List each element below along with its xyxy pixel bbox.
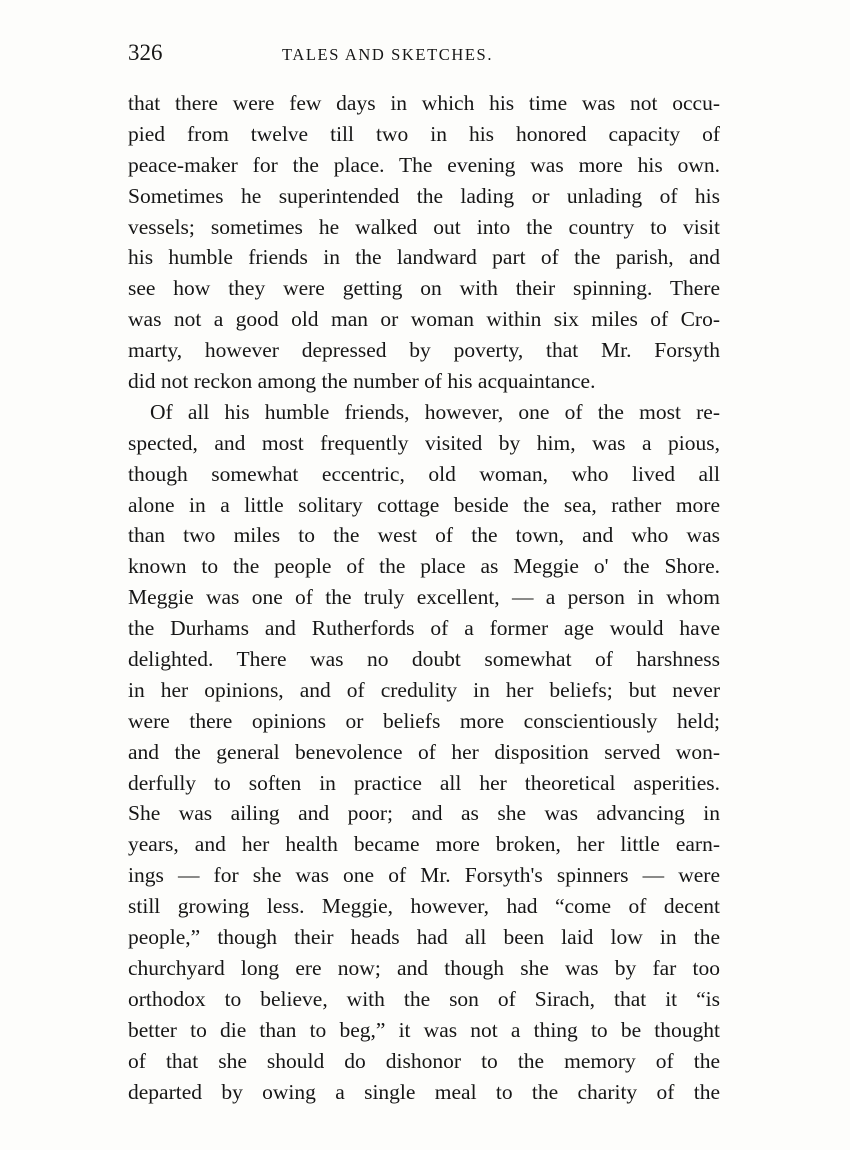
text-line: Sometimes he superintended the lading or unlading of his	[128, 183, 720, 208]
text-line: better to die than to beg,” it was not a thing to be thought	[128, 1017, 720, 1042]
text-line: Of all his humble friends, however, one of the most re-	[150, 399, 720, 424]
text-line: She was ailing and poor; and as she was advancing in	[128, 801, 720, 826]
text-line: years, and her health became more broken, her little earn-	[128, 832, 720, 857]
text-line: alone in a little solitary cottage beside the sea, rather more	[128, 492, 720, 517]
text-line: orthodox to believe, with the son of Sirach, that it “is	[128, 986, 720, 1011]
text-line: pied from twelve till two in his honored capacity of	[128, 121, 720, 146]
text-line: still growing less. Meggie, however, had “come of decent	[128, 894, 720, 919]
text-line: his humble friends in the landward part of the parish, and	[128, 245, 720, 270]
text-line: and the general benevolence of her disposition served won-	[128, 739, 720, 764]
text-line: of that she should do dishonor to the memory of the	[128, 1048, 720, 1073]
text-line: churchyard long ere now; and though she was by far too	[128, 955, 720, 980]
text-line: delighted. There was no doubt somewhat of harshness	[128, 647, 720, 672]
text-line: in her opinions, and of credulity in her beliefs; but never	[128, 677, 720, 702]
body-text	[128, 88, 720, 1107]
text-line: than two miles to the west of the town, and who was	[128, 523, 720, 548]
running-title: TALES AND SKETCHES.	[282, 45, 494, 64]
text-line: vessels; sometimes he walked out into the country to visit	[128, 214, 720, 239]
text-line: marty, however depressed by poverty, that Mr. Forsyth	[128, 338, 720, 363]
text-line: derfully to soften in practice all her theoretical asperities.	[128, 770, 720, 795]
text-line: peace-maker for the place. The evening was more his own.	[128, 152, 720, 177]
text-line: was not a good old man or woman within six miles of Cro-	[128, 307, 720, 332]
text-line: departed by owing a single meal to the charity of the	[128, 1079, 720, 1104]
text-line: known to the people of the place as Meggie o' the Shore.	[128, 554, 720, 579]
text-line: ings — for she was one of Mr. Forsyth's spinners — were	[128, 863, 720, 888]
text-line: though somewhat eccentric, old woman, who lived all	[128, 461, 720, 486]
text-line: Meggie was one of the truly excellent, — a person in whom	[128, 585, 720, 610]
page-number: 326	[128, 40, 163, 65]
page-header	[128, 38, 720, 68]
text-line: were there opinions or beliefs more conscientiously held;	[128, 708, 720, 733]
text-line: spected, and most frequently visited by him, was a pious,	[128, 430, 720, 455]
text-line: the Durhams and Rutherfords of a former age would have	[128, 616, 720, 641]
text-line: did not reckon among the number of his acquaintance.	[128, 369, 596, 394]
text-line: that there were few days in which his time was not occu-	[128, 91, 720, 115]
text-line: see how they were getting on with their spinning. There	[128, 276, 720, 301]
text-line: people,” though their heads had all been laid low in the	[128, 925, 720, 950]
